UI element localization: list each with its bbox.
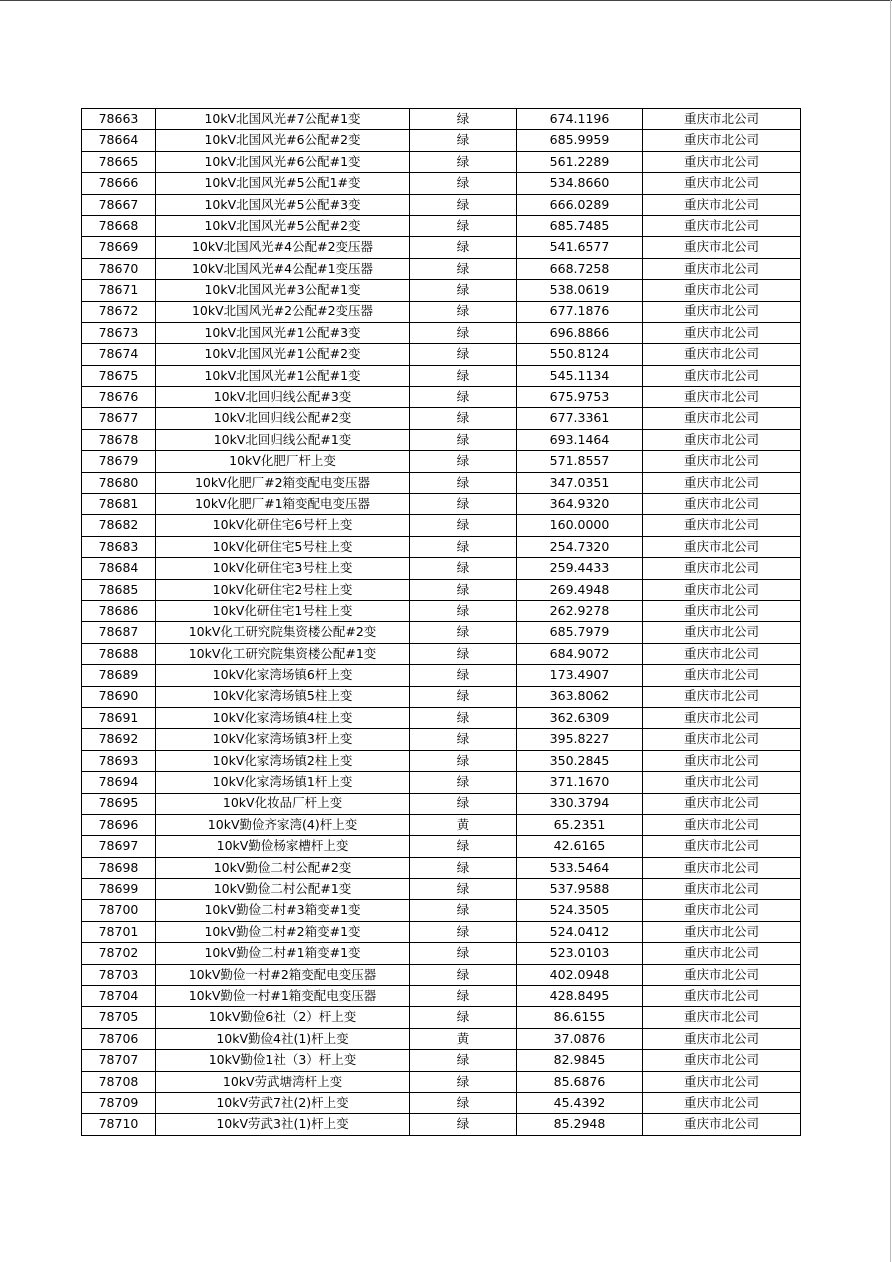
cell-status-level: 绿 xyxy=(410,665,517,686)
cell-transformer-name: 10kV勤俭二村#2箱变#1变 xyxy=(156,921,410,942)
table-row xyxy=(82,964,801,985)
cell-transformer-name: 10kV勤俭二村公配#1变 xyxy=(156,879,410,900)
cell-company: 重庆市北公司 xyxy=(643,964,801,985)
table-row xyxy=(82,109,801,130)
cell-status-level: 绿 xyxy=(410,387,517,408)
cell-transformer-name: 10kV化家湾场镇2柱上变 xyxy=(156,750,410,771)
cell-status-level: 绿 xyxy=(410,1114,517,1135)
table-row xyxy=(82,1028,801,1049)
cell-status-level: 绿 xyxy=(410,579,517,600)
cell-status-level: 绿 xyxy=(410,301,517,322)
table-row xyxy=(82,772,801,793)
cell-company: 重庆市北公司 xyxy=(643,1071,801,1092)
cell-id: 78694 xyxy=(82,772,156,793)
cell-company: 重庆市北公司 xyxy=(643,194,801,215)
table-row xyxy=(82,536,801,557)
table-row xyxy=(82,622,801,643)
cell-id: 78676 xyxy=(82,387,156,408)
cell-value: 684.9072 xyxy=(517,643,643,664)
cell-id: 78690 xyxy=(82,686,156,707)
table-row xyxy=(82,173,801,194)
cell-transformer-name: 10kV化肥厂杆上变 xyxy=(156,451,410,472)
cell-status-level: 绿 xyxy=(410,879,517,900)
cell-status-level: 黄 xyxy=(410,814,517,835)
cell-transformer-name: 10kV化研住宅2号柱上变 xyxy=(156,579,410,600)
cell-value: 37.0876 xyxy=(517,1028,643,1049)
cell-id: 78695 xyxy=(82,793,156,814)
cell-id: 78710 xyxy=(82,1114,156,1135)
cell-status-level: 绿 xyxy=(410,130,517,151)
cell-transformer-name: 10kV北国风光#1公配#2变 xyxy=(156,344,410,365)
table-row xyxy=(82,237,801,258)
page-right-border xyxy=(890,0,891,1262)
cell-id: 78705 xyxy=(82,1007,156,1028)
cell-transformer-name: 10kV北国风光#5公配#3变 xyxy=(156,194,410,215)
cell-id: 78692 xyxy=(82,729,156,750)
cell-transformer-name: 10kV劳武塘湾杆上变 xyxy=(156,1071,410,1092)
cell-transformer-name: 10kV化研住宅3号柱上变 xyxy=(156,558,410,579)
cell-transformer-name: 10kV北国风光#4公配#2变压器 xyxy=(156,237,410,258)
cell-company: 重庆市北公司 xyxy=(643,643,801,664)
table-row xyxy=(82,1071,801,1092)
cell-id: 78697 xyxy=(82,836,156,857)
cell-value: 364.9320 xyxy=(517,494,643,515)
cell-id: 78663 xyxy=(82,109,156,130)
table-row xyxy=(82,515,801,536)
cell-value: 534.8660 xyxy=(517,173,643,194)
cell-id: 78675 xyxy=(82,365,156,386)
table-row xyxy=(82,429,801,450)
cell-transformer-name: 10kV北回归线公配#2变 xyxy=(156,408,410,429)
cell-id: 78674 xyxy=(82,344,156,365)
cell-transformer-name: 10kV化家湾场镇3杆上变 xyxy=(156,729,410,750)
table-row xyxy=(82,258,801,279)
cell-id: 78689 xyxy=(82,665,156,686)
cell-status-level: 绿 xyxy=(410,643,517,664)
cell-company: 重庆市北公司 xyxy=(643,215,801,236)
table-row xyxy=(82,408,801,429)
cell-company: 重庆市北公司 xyxy=(643,1114,801,1135)
cell-transformer-name: 10kV化研住宅1号柱上变 xyxy=(156,600,410,621)
cell-id: 78679 xyxy=(82,451,156,472)
cell-value: 674.1196 xyxy=(517,109,643,130)
cell-id: 78668 xyxy=(82,215,156,236)
cell-company: 重庆市北公司 xyxy=(643,750,801,771)
cell-id: 78700 xyxy=(82,900,156,921)
cell-id: 78707 xyxy=(82,1050,156,1071)
cell-value: 533.5464 xyxy=(517,857,643,878)
cell-value: 685.7979 xyxy=(517,622,643,643)
table-row xyxy=(82,665,801,686)
cell-transformer-name: 10kV劳武3社(1)杆上变 xyxy=(156,1114,410,1135)
cell-value: 677.3361 xyxy=(517,408,643,429)
cell-transformer-name: 10kV劳武7社(2)杆上变 xyxy=(156,1092,410,1113)
cell-transformer-name: 10kV北国风光#3公配#1变 xyxy=(156,280,410,301)
cell-company: 重庆市北公司 xyxy=(643,857,801,878)
cell-company: 重庆市北公司 xyxy=(643,494,801,515)
cell-id: 78672 xyxy=(82,301,156,322)
cell-company: 重庆市北公司 xyxy=(643,986,801,1007)
cell-transformer-name: 10kV勤俭杨家槽杆上变 xyxy=(156,836,410,857)
cell-value: 666.0289 xyxy=(517,194,643,215)
cell-value: 541.6577 xyxy=(517,237,643,258)
table-row xyxy=(82,643,801,664)
cell-company: 重庆市北公司 xyxy=(643,151,801,172)
cell-value: 65.2351 xyxy=(517,814,643,835)
cell-status-level: 绿 xyxy=(410,793,517,814)
cell-value: 693.1464 xyxy=(517,429,643,450)
cell-status-level: 绿 xyxy=(410,1071,517,1092)
cell-transformer-name: 10kV勤俭6社（2）杆上变 xyxy=(156,1007,410,1028)
cell-transformer-name: 10kV化家湾场镇4柱上变 xyxy=(156,707,410,728)
cell-value: 254.7320 xyxy=(517,536,643,557)
cell-status-level: 绿 xyxy=(410,494,517,515)
table-row xyxy=(82,793,801,814)
cell-id: 78703 xyxy=(82,964,156,985)
cell-value: 550.8124 xyxy=(517,344,643,365)
cell-id: 78693 xyxy=(82,750,156,771)
table-row xyxy=(82,707,801,728)
cell-company: 重庆市北公司 xyxy=(643,536,801,557)
table-row xyxy=(82,600,801,621)
cell-value: 269.4948 xyxy=(517,579,643,600)
cell-company: 重庆市北公司 xyxy=(643,387,801,408)
cell-id: 78680 xyxy=(82,472,156,493)
cell-transformer-name: 10kV北国风光#6公配#2变 xyxy=(156,130,410,151)
cell-company: 重庆市北公司 xyxy=(643,900,801,921)
table-row xyxy=(82,857,801,878)
cell-value: 524.3505 xyxy=(517,900,643,921)
cell-value: 362.6309 xyxy=(517,707,643,728)
cell-company: 重庆市北公司 xyxy=(643,729,801,750)
cell-transformer-name: 10kV北国风光#1公配#3变 xyxy=(156,322,410,343)
cell-value: 537.9588 xyxy=(517,879,643,900)
cell-value: 561.2289 xyxy=(517,151,643,172)
table-row xyxy=(82,579,801,600)
cell-status-level: 绿 xyxy=(410,151,517,172)
cell-transformer-name: 10kV化研住宅5号柱上变 xyxy=(156,536,410,557)
cell-transformer-name: 10kV北国风光#1公配#1变 xyxy=(156,365,410,386)
cell-value: 160.0000 xyxy=(517,515,643,536)
cell-company: 重庆市北公司 xyxy=(643,707,801,728)
cell-status-level: 绿 xyxy=(410,344,517,365)
cell-status-level: 绿 xyxy=(410,258,517,279)
cell-status-level: 绿 xyxy=(410,322,517,343)
table-row xyxy=(82,1007,801,1028)
cell-id: 78682 xyxy=(82,515,156,536)
cell-company: 重庆市北公司 xyxy=(643,408,801,429)
cell-status-level: 绿 xyxy=(410,472,517,493)
cell-id: 78702 xyxy=(82,943,156,964)
cell-transformer-name: 10kV化研住宅6号杆上变 xyxy=(156,515,410,536)
cell-value: 571.8557 xyxy=(517,451,643,472)
cell-status-level: 绿 xyxy=(410,109,517,130)
cell-id: 78671 xyxy=(82,280,156,301)
table-row xyxy=(82,344,801,365)
cell-transformer-name: 10kV勤俭4社(1)杆上变 xyxy=(156,1028,410,1049)
cell-status-level: 绿 xyxy=(410,365,517,386)
cell-id: 78683 xyxy=(82,536,156,557)
cell-company: 重庆市北公司 xyxy=(643,280,801,301)
cell-transformer-name: 10kV化肥厂#1箱变配电变压器 xyxy=(156,494,410,515)
cell-id: 78669 xyxy=(82,237,156,258)
table-row xyxy=(82,280,801,301)
table-row xyxy=(82,151,801,172)
cell-status-level: 绿 xyxy=(410,194,517,215)
cell-value: 675.9753 xyxy=(517,387,643,408)
cell-value: 685.7485 xyxy=(517,215,643,236)
cell-transformer-name: 10kV北国风光#6公配#1变 xyxy=(156,151,410,172)
cell-company: 重庆市北公司 xyxy=(643,1092,801,1113)
cell-transformer-name: 10kV化家湾场镇5柱上变 xyxy=(156,686,410,707)
cell-status-level: 绿 xyxy=(410,964,517,985)
cell-status-level: 绿 xyxy=(410,1050,517,1071)
cell-company: 重庆市北公司 xyxy=(643,814,801,835)
cell-transformer-name: 10kV北国风光#5公配1#变 xyxy=(156,173,410,194)
cell-company: 重庆市北公司 xyxy=(643,921,801,942)
cell-company: 重庆市北公司 xyxy=(643,1007,801,1028)
cell-transformer-name: 10kV勤俭一村#2箱变配电变压器 xyxy=(156,964,410,985)
cell-status-level: 绿 xyxy=(410,1092,517,1113)
cell-value: 677.1876 xyxy=(517,301,643,322)
cell-company: 重庆市北公司 xyxy=(643,772,801,793)
cell-id: 78688 xyxy=(82,643,156,664)
table-row xyxy=(82,1114,801,1135)
cell-transformer-name: 10kV化妆品厂杆上变 xyxy=(156,793,410,814)
cell-status-level: 绿 xyxy=(410,686,517,707)
cell-transformer-name: 10kV勤俭二村#3箱变#1变 xyxy=(156,900,410,921)
cell-transformer-name: 10kV北国风光#2公配#2变压器 xyxy=(156,301,410,322)
table-row xyxy=(82,836,801,857)
cell-value: 85.2948 xyxy=(517,1114,643,1135)
cell-transformer-name: 10kV北回归线公配#3变 xyxy=(156,387,410,408)
cell-transformer-name: 10kV北国风光#4公配#1变压器 xyxy=(156,258,410,279)
cell-status-level: 绿 xyxy=(410,600,517,621)
cell-value: 524.0412 xyxy=(517,921,643,942)
cell-id: 78684 xyxy=(82,558,156,579)
cell-status-level: 绿 xyxy=(410,986,517,1007)
cell-value: 428.8495 xyxy=(517,986,643,1007)
cell-transformer-name: 10kV化工研究院集资楼公配#1变 xyxy=(156,643,410,664)
cell-id: 78678 xyxy=(82,429,156,450)
table-row xyxy=(82,130,801,151)
table-row xyxy=(82,194,801,215)
cell-company: 重庆市北公司 xyxy=(643,836,801,857)
cell-id: 78704 xyxy=(82,986,156,1007)
table-row xyxy=(82,451,801,472)
cell-company: 重庆市北公司 xyxy=(643,622,801,643)
transformer-table xyxy=(81,108,801,1136)
cell-id: 78687 xyxy=(82,622,156,643)
cell-company: 重庆市北公司 xyxy=(643,579,801,600)
cell-status-level: 绿 xyxy=(410,921,517,942)
cell-status-level: 绿 xyxy=(410,215,517,236)
cell-value: 45.4392 xyxy=(517,1092,643,1113)
cell-value: 363.8062 xyxy=(517,686,643,707)
cell-id: 78698 xyxy=(82,857,156,878)
table-row xyxy=(82,322,801,343)
cell-company: 重庆市北公司 xyxy=(643,558,801,579)
table-row xyxy=(82,921,801,942)
cell-transformer-name: 10kV勤俭一村#1箱变配电变压器 xyxy=(156,986,410,1007)
cell-status-level: 黄 xyxy=(410,1028,517,1049)
cell-status-level: 绿 xyxy=(410,515,517,536)
cell-company: 重庆市北公司 xyxy=(643,879,801,900)
cell-status-level: 绿 xyxy=(410,237,517,258)
table-row xyxy=(82,387,801,408)
cell-id: 78709 xyxy=(82,1092,156,1113)
cell-status-level: 绿 xyxy=(410,408,517,429)
cell-id: 78685 xyxy=(82,579,156,600)
cell-id: 78696 xyxy=(82,814,156,835)
cell-company: 重庆市北公司 xyxy=(643,451,801,472)
table-row xyxy=(82,986,801,1007)
cell-transformer-name: 10kV勤俭齐家湾(4)杆上变 xyxy=(156,814,410,835)
cell-company: 重庆市北公司 xyxy=(643,665,801,686)
cell-value: 173.4907 xyxy=(517,665,643,686)
cell-company: 重庆市北公司 xyxy=(643,1050,801,1071)
page-top-border xyxy=(0,0,892,1)
cell-company: 重庆市北公司 xyxy=(643,237,801,258)
cell-id: 78681 xyxy=(82,494,156,515)
cell-id: 78664 xyxy=(82,130,156,151)
cell-status-level: 绿 xyxy=(410,943,517,964)
cell-value: 696.8866 xyxy=(517,322,643,343)
cell-status-level: 绿 xyxy=(410,857,517,878)
table-row xyxy=(82,365,801,386)
cell-status-level: 绿 xyxy=(410,750,517,771)
table-row xyxy=(82,686,801,707)
cell-id: 78691 xyxy=(82,707,156,728)
cell-company: 重庆市北公司 xyxy=(643,472,801,493)
cell-status-level: 绿 xyxy=(410,429,517,450)
cell-id: 78666 xyxy=(82,173,156,194)
table-row xyxy=(82,301,801,322)
cell-company: 重庆市北公司 xyxy=(643,686,801,707)
table-row xyxy=(82,215,801,236)
cell-status-level: 绿 xyxy=(410,536,517,557)
cell-value: 668.7258 xyxy=(517,258,643,279)
cell-company: 重庆市北公司 xyxy=(643,600,801,621)
cell-transformer-name: 10kV勤俭二村#1箱变#1变 xyxy=(156,943,410,964)
cell-value: 259.4433 xyxy=(517,558,643,579)
cell-company: 重庆市北公司 xyxy=(643,301,801,322)
cell-status-level: 绿 xyxy=(410,900,517,921)
cell-value: 545.1134 xyxy=(517,365,643,386)
cell-id: 78673 xyxy=(82,322,156,343)
cell-value: 85.6876 xyxy=(517,1071,643,1092)
cell-transformer-name: 10kV化工研究院集资楼公配#2变 xyxy=(156,622,410,643)
cell-transformer-name: 10kV勤俭1社（3）杆上变 xyxy=(156,1050,410,1071)
cell-company: 重庆市北公司 xyxy=(643,1028,801,1049)
cell-value: 347.0351 xyxy=(517,472,643,493)
cell-value: 538.0619 xyxy=(517,280,643,301)
cell-id: 78677 xyxy=(82,408,156,429)
cell-id: 78701 xyxy=(82,921,156,942)
cell-company: 重庆市北公司 xyxy=(643,130,801,151)
table-row xyxy=(82,750,801,771)
cell-transformer-name: 10kV勤俭二村公配#2变 xyxy=(156,857,410,878)
cell-value: 42.6165 xyxy=(517,836,643,857)
cell-value: 350.2845 xyxy=(517,750,643,771)
table-row xyxy=(82,558,801,579)
cell-status-level: 绿 xyxy=(410,772,517,793)
cell-value: 86.6155 xyxy=(517,1007,643,1028)
table-row xyxy=(82,879,801,900)
cell-company: 重庆市北公司 xyxy=(643,515,801,536)
table-row xyxy=(82,729,801,750)
table-row xyxy=(82,814,801,835)
cell-status-level: 绿 xyxy=(410,280,517,301)
cell-id: 78686 xyxy=(82,600,156,621)
cell-status-level: 绿 xyxy=(410,836,517,857)
cell-company: 重庆市北公司 xyxy=(643,258,801,279)
cell-transformer-name: 10kV化家湾场镇1杆上变 xyxy=(156,772,410,793)
table-row xyxy=(82,1092,801,1113)
cell-transformer-name: 10kV化肥厂#2箱变配电变压器 xyxy=(156,472,410,493)
cell-status-level: 绿 xyxy=(410,622,517,643)
cell-transformer-name: 10kV北国风光#5公配#2变 xyxy=(156,215,410,236)
cell-company: 重庆市北公司 xyxy=(643,943,801,964)
cell-value: 395.8227 xyxy=(517,729,643,750)
cell-id: 78708 xyxy=(82,1071,156,1092)
cell-company: 重庆市北公司 xyxy=(643,344,801,365)
cell-company: 重庆市北公司 xyxy=(643,429,801,450)
cell-id: 78699 xyxy=(82,879,156,900)
cell-status-level: 绿 xyxy=(410,173,517,194)
table-row xyxy=(82,1050,801,1071)
cell-value: 262.9278 xyxy=(517,600,643,621)
cell-value: 523.0103 xyxy=(517,943,643,964)
cell-value: 371.1670 xyxy=(517,772,643,793)
table-body xyxy=(82,109,801,1136)
cell-id: 78667 xyxy=(82,194,156,215)
cell-id: 78665 xyxy=(82,151,156,172)
cell-status-level: 绿 xyxy=(410,707,517,728)
cell-value: 330.3794 xyxy=(517,793,643,814)
cell-company: 重庆市北公司 xyxy=(643,173,801,194)
cell-company: 重庆市北公司 xyxy=(643,322,801,343)
cell-company: 重庆市北公司 xyxy=(643,793,801,814)
cell-transformer-name: 10kV化家湾场镇6杆上变 xyxy=(156,665,410,686)
cell-status-level: 绿 xyxy=(410,558,517,579)
table-row xyxy=(82,494,801,515)
cell-company: 重庆市北公司 xyxy=(643,109,801,130)
table-row xyxy=(82,472,801,493)
cell-status-level: 绿 xyxy=(410,729,517,750)
cell-transformer-name: 10kV北回归线公配#1变 xyxy=(156,429,410,450)
cell-status-level: 绿 xyxy=(410,451,517,472)
cell-transformer-name: 10kV北国风光#7公配#1变 xyxy=(156,109,410,130)
cell-value: 402.0948 xyxy=(517,964,643,985)
cell-company: 重庆市北公司 xyxy=(643,365,801,386)
cell-value: 82.9845 xyxy=(517,1050,643,1071)
table-row xyxy=(82,900,801,921)
cell-id: 78670 xyxy=(82,258,156,279)
cell-status-level: 绿 xyxy=(410,1007,517,1028)
cell-id: 78706 xyxy=(82,1028,156,1049)
table-row xyxy=(82,943,801,964)
cell-value: 685.9959 xyxy=(517,130,643,151)
